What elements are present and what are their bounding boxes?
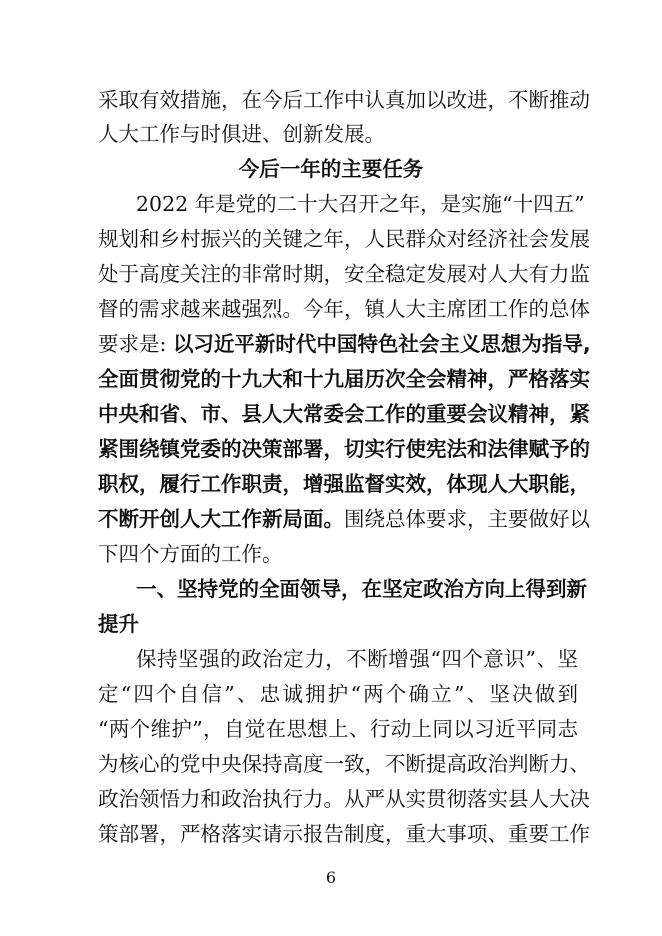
body-text-plain: 围绕总体要求，主要做好以: [344, 507, 590, 531]
body-text-bold: 以习近平新时代中国特色社会主义思想为指导,: [172, 332, 591, 356]
body-text-line: [98, 505, 590, 533]
body-text-bold: 不断开创人大工作新局面。: [98, 507, 344, 531]
body-text-line-bold: 紧围绕镇党委的决策部署，切实行使宪法和法律赋予的: [98, 437, 590, 461]
body-text-line: “两个维护”，自觉在思想上、行动上同以习近平同志: [98, 717, 578, 741]
body-text-plain: 要求是:: [98, 332, 173, 356]
body-text-line: [98, 330, 591, 358]
body-text-line: 采取有效措施，在今后工作中认真加以改进，不断推动: [98, 88, 590, 112]
body-text-line-bold: 全面贯彻党的十九大和十九届历次全会精神，严格落实: [98, 367, 590, 391]
body-text-line: 下四个方面的工作。: [98, 542, 283, 566]
section-title: 今后一年的主要任务: [238, 157, 424, 181]
body-text-line: 为核心的党中央保持高度一致，不断提高政治判断力、: [98, 752, 590, 776]
body-text-line-bold: 中央和省、市、县人大常委会工作的重要会议精神，紧: [98, 402, 590, 426]
body-text-line: 人大工作与时俱进、创新发展。: [98, 122, 385, 146]
body-text-line: 定“四个自信”、忠诚拥护“两个确立”、坚决做到: [98, 682, 578, 706]
subheading-line: 提升: [98, 612, 139, 636]
body-text-line-bold: 职权，履行工作职责，增强监督实效，体现人大职能，: [98, 472, 590, 496]
subheading-line: 一、坚持党的全面领导，在坚定政治方向上得到新: [136, 577, 587, 601]
body-text-line: 督的需求越来越强烈。今年，镇人大主席团工作的总体: [98, 297, 590, 321]
body-text-line: 处于高度关注的非常时期，安全稳定发展对人大有力监: [98, 262, 590, 286]
body-text-line: 政治领悟力和政治执行力。从严从实贯彻落实县人大决: [98, 787, 590, 811]
body-text-line: 策部署，严格落实请示报告制度，重大事项、重要工作: [98, 822, 590, 846]
body-text-line: 2022 年是党的二十大召开之年，是实施“十四五”: [136, 192, 585, 216]
body-text-line: 保持坚强的政治定力，不断增强“四个意识”、坚: [136, 647, 578, 671]
body-text-line: 规划和乡村振兴的关键之年，人民群众对经济社会发展: [98, 227, 590, 251]
page-number: 6: [325, 868, 337, 887]
